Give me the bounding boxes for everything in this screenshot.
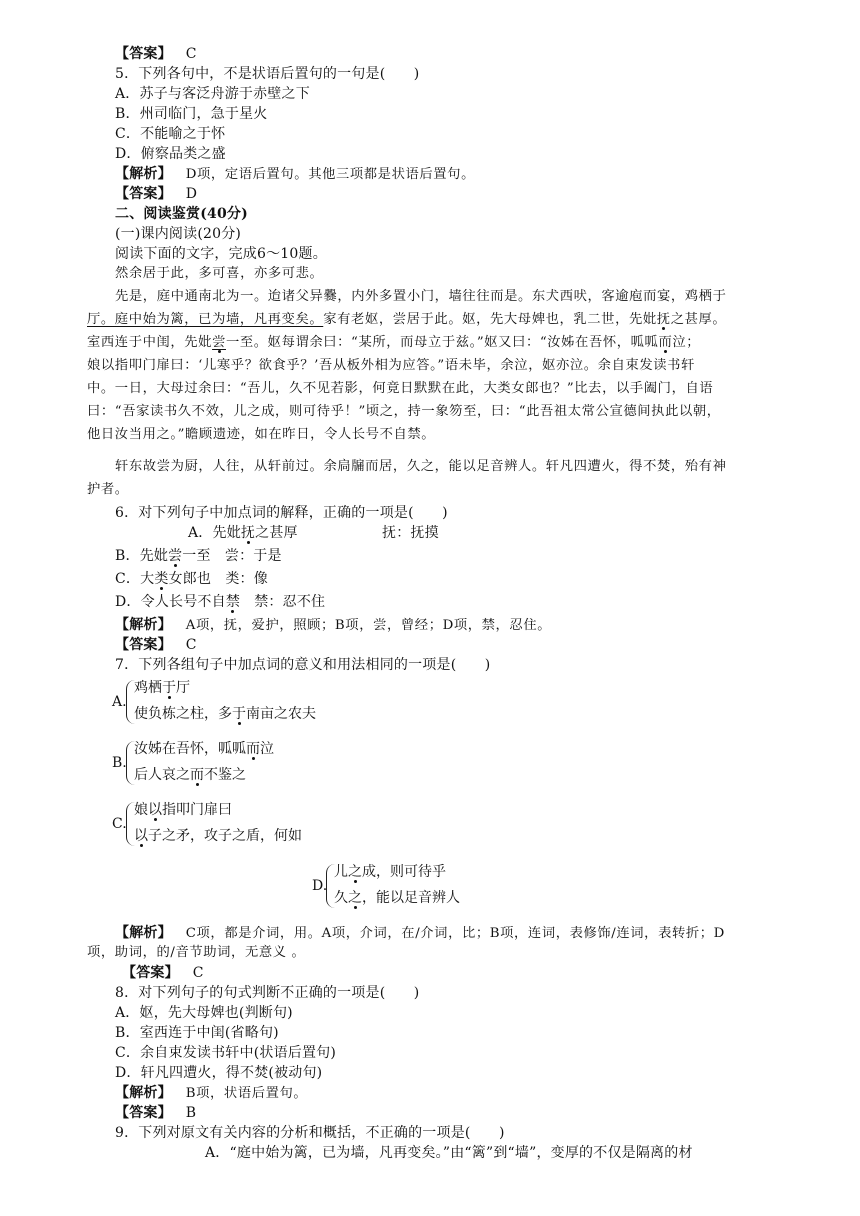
passage-line: 室西连于中闺，先妣尝一至。妪每谓余曰：“某所，而母立于兹。”妪又曰：“汝姊在吾怀，呱呱而泣； [87,335,701,350]
q7-option-d [312,862,572,912]
q5-analysis-row [115,164,475,185]
answer-value: C [185,637,197,653]
dotted-word: 禁 [225,594,241,610]
q4-answer-row [115,44,197,64]
q7-option-c [112,800,472,850]
option-sentence: 儿之成，则可待乎 [334,864,446,880]
q8-option-c: C．余自束发读书轩中(状语后置句) [115,1045,337,1061]
analysis-tag: 【解析】 [115,617,172,633]
dotted-word: 以 [134,828,148,844]
option-sentence: 汝姊在吾怀，呱呱而泣 [134,741,274,757]
passage-line: 中。一日，大母过余曰：“吾儿，久不见若影，何竟日默默在此，大类女郎也？”比去，以手阖门，自语 [87,381,714,396]
passage-line: 他日汝当用之。”瞻顾遗迹，如在昨日，令人长号不自禁。 [87,427,436,442]
answer-tag: 【答案】 [115,1105,172,1121]
analysis-tag: 【解析】 [115,166,172,182]
dotted-word: 类 [154,571,169,587]
q9-option-a: A．“庭中始为篱，已为墙，凡再变矣。”由“篱”到“墙”，变厚的不仅是隔离的材 [205,1145,693,1161]
answer-value: C [185,46,197,62]
answer-tag: 【答案】 [115,46,172,62]
answer-value: B [185,1105,197,1121]
q6-option-c: C．大类女郎也 类：像 [115,571,268,587]
q6-option-a: A．先妣抚之甚厚 [188,525,298,541]
dotted-word: 于 [162,680,176,696]
passage-line: 曰：“吾家读书久不效，儿之成，则可待乎！”顷之，持一象笏至，曰：“此吾祖太常公宣德间执此以朝， [87,404,721,419]
q6-option-d: D．令人长号不自禁 禁：忍不住 [115,594,326,610]
dotted-word: 尝 [168,548,183,564]
section-subtitle: (一)课内阅读(20分) [115,226,242,242]
dotted-word: 尝 [212,335,226,350]
passage-line: 护者。 [87,482,129,497]
analysis-text: C项，都是介词，用。A项，介词，在/介词，比；B项，连词，表修饰/连词，表转折；D [185,926,725,941]
option-sentence: 使负栋之柱，多于南亩之农夫 [134,706,316,722]
dotted-word: 之 [348,890,362,906]
analysis-tag: 【解析】 [115,925,172,941]
q7-option-b [112,739,472,789]
analysis-text: A项，抚，爱护，照顾；B项，尝，曾经；D项，禁，忍住。 [185,618,552,633]
option-sentence: 以子之矛，攻子之盾，何如 [134,828,302,844]
option-label: D. [312,878,328,894]
q6-option-a-gloss: 抚：抚摸 [382,525,439,541]
q7-stem: 7．下列各组句子中加点词的意义和用法相同的一项是( ) [115,657,491,673]
q7-analysis-row [115,923,725,944]
q7-analysis-cont: 项，助词，的/音节助词，无意义 。 [87,945,306,960]
q6-option-b: B．先妣尝一至 尝：于是 [115,548,282,564]
option-sentence: 鸡栖于厅 [134,680,190,696]
passage-line: 然余居于此，多可喜，亦多可悲。 [115,266,324,281]
answer-tag: 【答案】 [115,186,172,202]
passage-line: 厅。庭中始为篱，已为墙，凡再变矣。家有老妪，尝居于此。妪，先大母婢也，乳二世，先妣抚之甚厚。 [87,312,727,327]
analysis-text: D项，定语后置句。其他三项都是状语后置句。 [185,167,475,182]
q8-analysis-row [115,1083,307,1104]
q5-option-d: D．俯察品类之盛 [115,146,226,162]
option-sentence: 久之，能以足音辨人 [334,890,460,906]
q6-stem: 6．对下列句子中加点词的解释，正确的一项是( ) [115,505,448,521]
dotted-word: 于 [232,706,246,722]
q7-option-a [112,678,472,728]
passage-line: 先是，庭中通南北为一。迨诸父异爨，内外多置小门，墙往往而是。东犬西吠，客逾庖而宴，鸡栖于 [115,289,727,304]
dotted-word: 而 [246,741,260,757]
q7-answer-row [122,963,204,983]
reading-instruction: 阅读下面的文字，完成6～10题。 [115,246,327,262]
section-title: 二、阅读鉴赏(40分) [115,206,248,222]
q5-option-c: C．不能喻之于怀 [115,126,226,142]
dotted-word: 之 [348,864,362,880]
answer-tag: 【答案】 [122,965,179,981]
q9-stem: 9．下列对原文有关内容的分析和概括，不正确的一项是( ) [115,1125,505,1141]
option-sentence: 后人哀之而不鉴之 [134,767,246,783]
analysis-tag: 【解析】 [115,1085,172,1101]
q8-stem: 8．对下列句子的句式判断不正确的一项是( ) [115,985,420,1001]
underlined-sentence: 厅。庭中始为篱，已为墙，凡再变矣。 [87,312,324,327]
option-label: C. [112,816,127,832]
passage-line: 娘以指叩门扉曰：‘儿寒乎？欲食乎？’吾从板外相为应答。”语未毕，余泣，妪亦泣。余自束发读书轩 [87,358,695,373]
q8-answer-row [115,1103,196,1123]
analysis-text: B项，状语后置句。 [185,1086,308,1101]
q6-answer-row [115,635,197,655]
passage-line: 轩东故尝为厨，人往，从轩前过。余扃牖而居，久之，能以足音辨人。轩凡四遭火，得不焚，殆有神 [115,459,727,474]
q5-option-b: B．州司临门，急于星火 [115,106,268,122]
dotted-word: 而 [658,335,673,350]
q6-analysis-row [115,615,551,636]
answer-value: C [192,965,204,981]
q5-option-a: A．苏子与客泛舟游于赤壁之下 [115,86,310,102]
q8-option-b: B．室西连于中闺(省略句) [115,1025,279,1041]
option-label: A. [112,694,127,710]
dotted-word: 抚 [656,312,671,327]
q8-option-d: D．轩凡四遭火，得不焚(被动句) [115,1065,323,1081]
answer-value: D [185,186,198,202]
option-label: B. [112,755,127,771]
answer-tag: 【答案】 [115,637,172,653]
q5-stem: 5．下列各句中，不是状语后置句的一句是( ) [115,66,420,82]
dotted-word: 抚 [240,525,256,541]
dotted-word: 以 [148,802,162,818]
option-sentence: 娘以指叩门扉曰 [134,802,232,818]
dotted-word: 而 [190,767,204,783]
q5-answer-row [115,184,197,204]
q8-option-a: A．妪，先大母婢也(判断句) [115,1005,293,1021]
